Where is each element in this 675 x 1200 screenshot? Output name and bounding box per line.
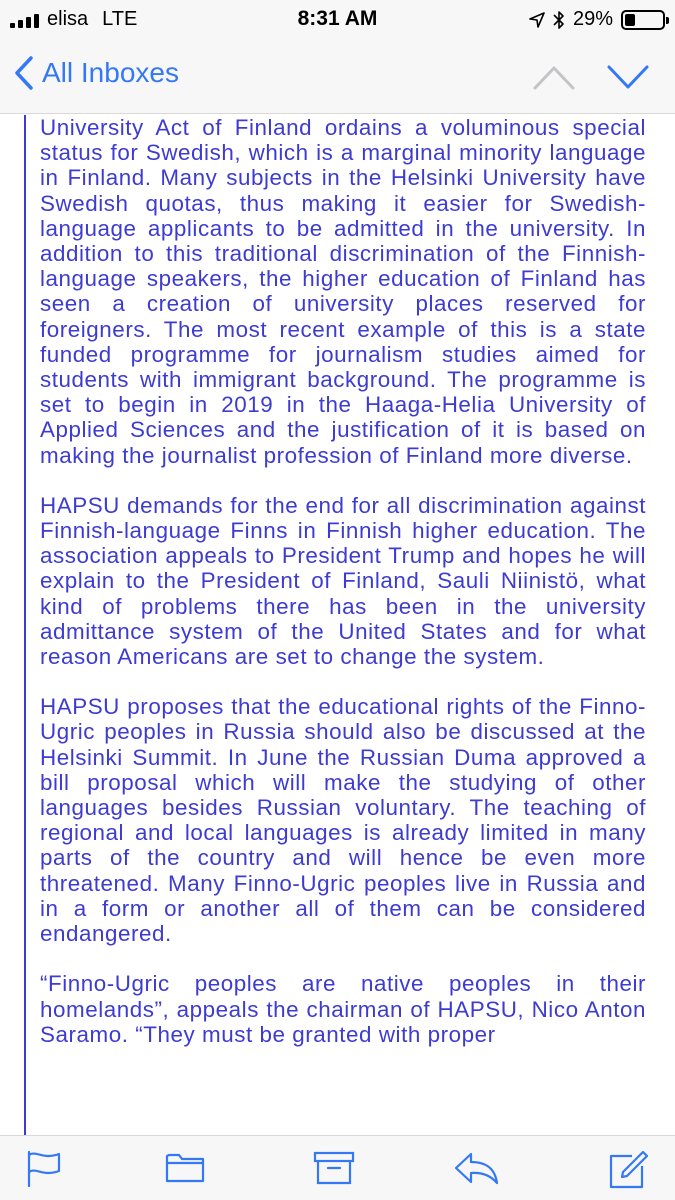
chevron-left-icon	[14, 56, 34, 90]
paragraph-4: “Finno-Ugric peoples are native peoples in their homelands”, appeals the chairman of HAPSU, Nico Anton Saramo. “They must be granted with proper	[40, 971, 646, 1047]
reply-icon[interactable]	[453, 1150, 499, 1186]
folder-icon[interactable]	[165, 1150, 205, 1184]
back-button-label: All Inboxes	[42, 57, 179, 88]
quote-bar	[24, 115, 26, 1135]
network-type: LTE	[102, 8, 138, 30]
quoted-text	[40, 115, 646, 1072]
battery-icon	[621, 10, 665, 30]
battery-level-fill	[625, 14, 635, 26]
message-body	[0, 115, 675, 1135]
bluetooth-icon	[553, 10, 565, 30]
status-time: 8:31 AM	[297, 7, 378, 30]
back-button[interactable]	[14, 56, 179, 90]
battery-percent: 29%	[572, 8, 613, 30]
flag-icon[interactable]	[26, 1150, 62, 1188]
compose-icon[interactable]	[608, 1150, 648, 1190]
status-right	[529, 8, 665, 31]
navigation-bar	[0, 40, 675, 114]
next-message-chevron-down-icon[interactable]	[606, 62, 650, 92]
paragraph-3: HAPSU proposes that the educational rights of the Finno-Ugric peoples in Russia should also be discussed at the Helsinki Summit. In June the Russian Duma approved a bill proposal which will make the studying of other languages besides Russian voluntary. The teaching of regional and local languages is already limited in many parts of the country and will hence be even more threatened. Many Finno-Ugric peoples live in Russia and in a form or another all of them can be considered endangered.	[40, 694, 646, 947]
previous-message-chevron-up-icon[interactable]	[532, 62, 576, 92]
paragraph-2: HAPSU demands for the end for all discrimination against Finnish-language Finns in Finnish higher education. The association appeals to President Trump and hopes he will explain to the President of Finland, Sauli Niinistö, what kind of problems there has been in the university admittance system of the United States and for what reason Americans are set to change the system.	[40, 492, 646, 670]
status-bar	[0, 0, 675, 40]
archive-icon[interactable]	[313, 1150, 355, 1186]
bottom-toolbar	[0, 1135, 675, 1200]
paragraph-1: University Act of Finland ordains a voluminous special status for Swedish, which is a marginal minority language in Finland. Many subjects in the Helsinki University have Swedish quotas, thus making it easier for Swedish-language applicants to be admitted in the university. In addition to this traditional discrimination of the Finnish-language speakers, the higher education of Finland has seen a creation of university places reserved for foreigners. The most recent example of this is a state funded programme for journalism studies aimed for students with immigrant background. The programme is set to begin in 2019 in the Haaga-Helia University of Applied Sciences and the justification of it is based on making the journalist profession of Finland more diverse.	[40, 115, 646, 468]
carrier-name: elisa	[47, 8, 89, 30]
location-arrow-icon	[529, 12, 545, 28]
